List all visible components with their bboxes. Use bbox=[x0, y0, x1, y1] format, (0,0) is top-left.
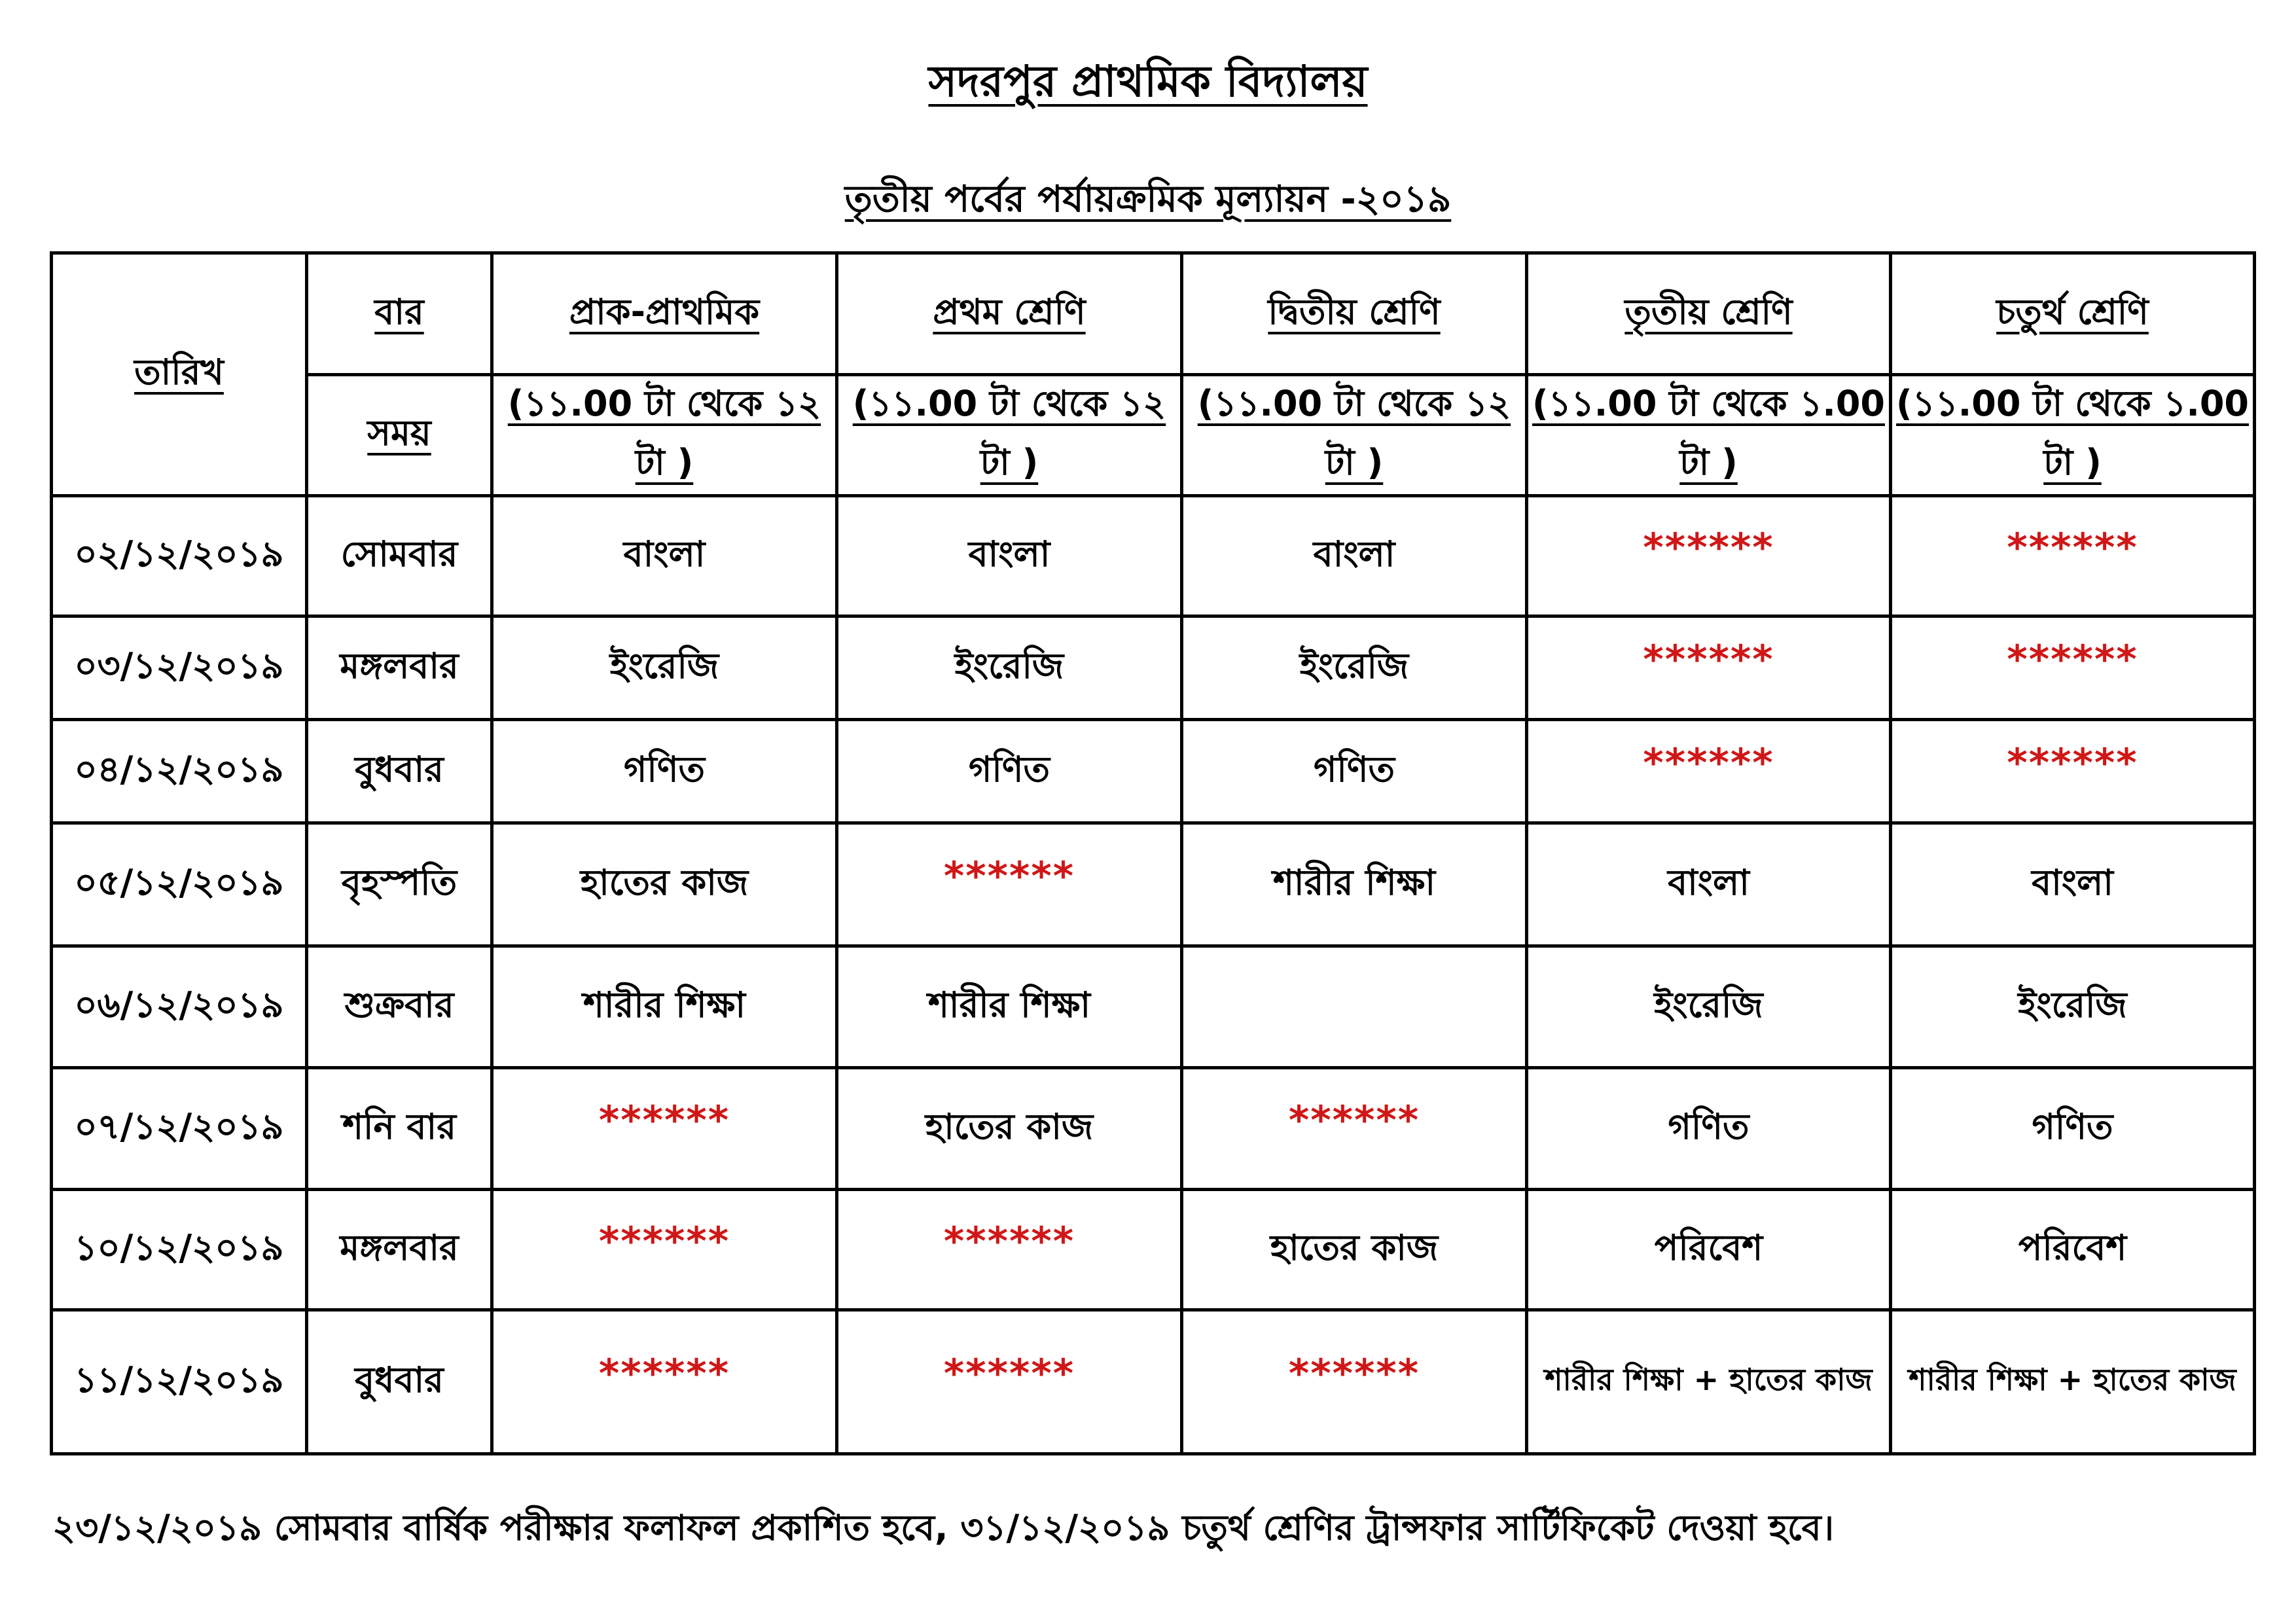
footer-note: ২৩/১২/২০১৯ সোমবার বার্ষিক পরীক্ষার ফলাফল প্রকাশিত হবে, ৩১/১২/২০১৯ চতুর্থ শ্রেণির ট্রান্সফার সার্টিফিকেট দেওয়া হবে। bbox=[52, 1507, 1835, 1548]
no-exam-marker: ****** bbox=[1527, 616, 1891, 720]
header-class-two: দ্বিতীয় শ্রেণি bbox=[1182, 253, 1527, 375]
header-class-one: প্রথম শ্রেণি bbox=[837, 253, 1182, 375]
exam-weekday: সোমবার bbox=[307, 496, 492, 616]
empty-cell bbox=[1182, 946, 1527, 1068]
schedule-row bbox=[52, 946, 2255, 1068]
subject-cell: বাংলা bbox=[837, 496, 1182, 616]
no-exam-marker: ****** bbox=[1891, 616, 2255, 720]
header-class-three: তৃতীয় শ্রেণি bbox=[1527, 253, 1891, 375]
exam-date: ০৫/১২/২০১৯ bbox=[52, 823, 307, 946]
subject-cell: ইংরেজি bbox=[837, 616, 1182, 720]
no-exam-marker: ****** bbox=[1891, 720, 2255, 823]
exam-date: ০২/১২/২০১৯ bbox=[52, 496, 307, 616]
subject-cell: বাংলা bbox=[1891, 823, 2255, 946]
subject-cell: পরিবেশ bbox=[1527, 1190, 1891, 1310]
header-class-four: চতুর্থ শ্রেণি bbox=[1891, 253, 2255, 375]
exam-weekday: শুক্রবার bbox=[307, 946, 492, 1068]
header-time-class-four: (১১.00 টা থেকে ১.00 টা ) bbox=[1891, 375, 2255, 496]
subject-cell: শারীর শিক্ষা bbox=[1182, 823, 1527, 946]
exam-weekday: শনি বার bbox=[307, 1068, 492, 1190]
exam-title: তৃতীয় পর্বের পর্যায়ক্রমিক মূল্যায়ন -২০১৯ bbox=[844, 178, 1452, 221]
exam-date: ০৭/১২/২০১৯ bbox=[52, 1068, 307, 1190]
subject-cell: গণিত bbox=[837, 720, 1182, 823]
subject-cell: বাংলা bbox=[492, 496, 837, 616]
subject-cell: ইংরেজি bbox=[1891, 946, 2255, 1068]
header-time-class-one: (১১.00 টা থেকে ১২ টা ) bbox=[837, 375, 1182, 496]
subject-cell: বাংলা bbox=[1182, 496, 1527, 616]
schedule-row bbox=[52, 1190, 2255, 1310]
exam-weekday: মঙ্গলবার bbox=[307, 616, 492, 720]
header-date: তারিখ bbox=[52, 253, 307, 496]
no-exam-marker: ****** bbox=[492, 1310, 837, 1454]
schedule-row bbox=[52, 1068, 2255, 1190]
subject-cell: হাতের কাজ bbox=[492, 823, 837, 946]
header-row-times bbox=[52, 375, 2255, 496]
schedule-row bbox=[52, 1310, 2255, 1454]
subject-cell: শারীর শিক্ষা bbox=[837, 946, 1182, 1068]
exam-weekday: বুধবার bbox=[307, 720, 492, 823]
exam-schedule-table bbox=[50, 251, 2256, 1455]
subject-cell: ইংরেজি bbox=[492, 616, 837, 720]
subject-cell: হাতের কাজ bbox=[1182, 1190, 1527, 1310]
header-time-class-three: (১১.00 টা থেকে ১.00 টা ) bbox=[1527, 375, 1891, 496]
subject-cell: বাংলা bbox=[1527, 823, 1891, 946]
schedule-row bbox=[52, 823, 2255, 946]
subject-cell: গণিত bbox=[1182, 720, 1527, 823]
header-class-pre-primary: প্রাক-প্রাথমিক bbox=[492, 253, 837, 375]
exam-weekday: বুধবার bbox=[307, 1310, 492, 1454]
no-exam-marker: ****** bbox=[837, 823, 1182, 946]
no-exam-marker: ****** bbox=[837, 1190, 1182, 1310]
exam-date: ০৬/১২/২০১৯ bbox=[52, 946, 307, 1068]
exam-weekday: বৃহস্পতি bbox=[307, 823, 492, 946]
no-exam-marker: ****** bbox=[492, 1190, 837, 1310]
subject-cell: গণিত bbox=[1891, 1068, 2255, 1190]
no-exam-marker: ****** bbox=[492, 1068, 837, 1190]
subject-cell: ইংরেজি bbox=[1182, 616, 1527, 720]
subject-cell: গণিত bbox=[492, 720, 837, 823]
exam-date: ০৩/১২/২০১৯ bbox=[52, 616, 307, 720]
schedule-row bbox=[52, 616, 2255, 720]
exam-date: ১১/১২/২০১৯ bbox=[52, 1310, 307, 1454]
no-exam-marker: ****** bbox=[1527, 496, 1891, 616]
header-time-class-two: (১১.00 টা থেকে ১২ টা ) bbox=[1182, 375, 1527, 496]
no-exam-marker: ****** bbox=[1891, 496, 2255, 616]
subject-cell: হাতের কাজ bbox=[837, 1068, 1182, 1190]
exam-date: ০৪/১২/২০১৯ bbox=[52, 720, 307, 823]
exam-weekday: মঙ্গলবার bbox=[307, 1190, 492, 1310]
subject-cell: গণিত bbox=[1527, 1068, 1891, 1190]
exam-date: ১০/১২/২০১৯ bbox=[52, 1190, 307, 1310]
no-exam-marker: ****** bbox=[837, 1310, 1182, 1454]
subject-cell: ইংরেজি bbox=[1527, 946, 1891, 1068]
header-time-pre-primary: (১১.00 টা থেকে ১২ টা ) bbox=[492, 375, 837, 496]
no-exam-marker: ****** bbox=[1527, 720, 1891, 823]
school-name: সদরপুর প্রাথমিক বিদ্যালয় bbox=[928, 56, 1368, 107]
no-exam-marker: ****** bbox=[1182, 1310, 1527, 1454]
schedule-row bbox=[52, 496, 2255, 616]
header-time: সময় bbox=[307, 375, 492, 496]
header-weekday: বার bbox=[307, 253, 492, 375]
subject-cell: শারীর শিক্ষা bbox=[492, 946, 837, 1068]
subject-cell: পরিবেশ bbox=[1891, 1190, 2255, 1310]
subject-cell: শারীর শিক্ষা + হাতের কাজ bbox=[1527, 1310, 1891, 1454]
no-exam-marker: ****** bbox=[1182, 1068, 1527, 1190]
header-row-classes bbox=[52, 253, 2255, 375]
schedule-row bbox=[52, 720, 2255, 823]
subject-cell: শারীর শিক্ষা + হাতের কাজ bbox=[1891, 1310, 2255, 1454]
